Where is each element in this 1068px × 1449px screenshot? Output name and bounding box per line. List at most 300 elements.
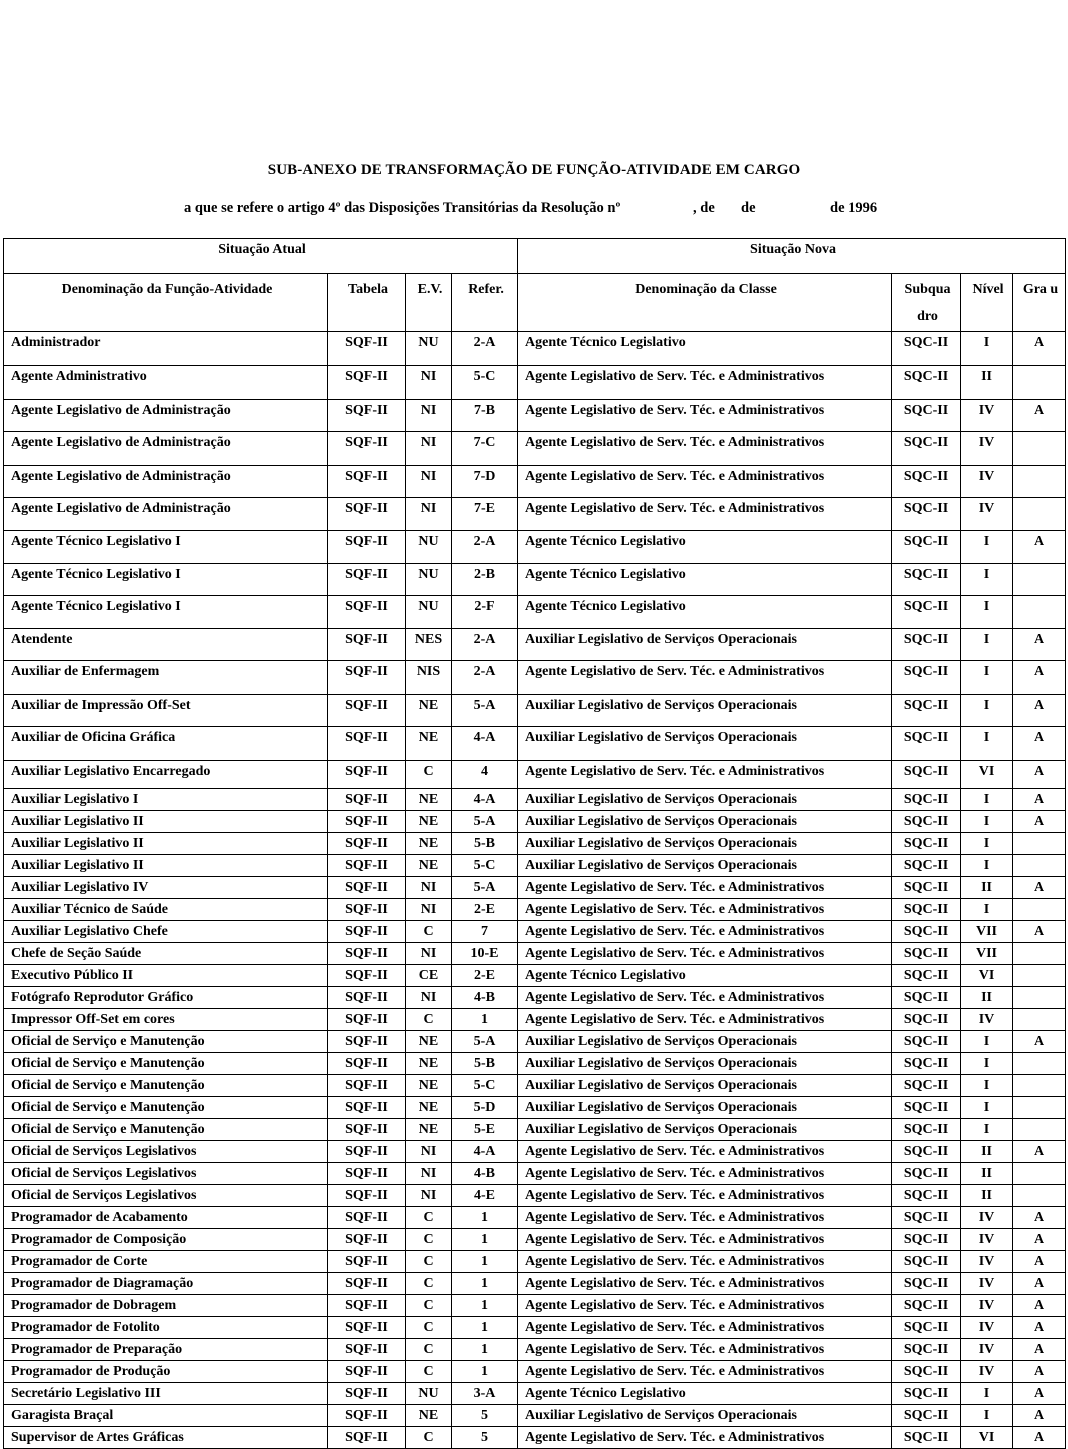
- table-row: [4, 661, 1066, 695]
- table-row: [4, 833, 1066, 855]
- classe-cell: Agente Legislativo de Serv. Téc. e Administrativos: [518, 761, 892, 789]
- table-row: [4, 1273, 1066, 1295]
- classe-cell: Agente Legislativo de Serv. Téc. e Administrativos: [518, 1361, 892, 1383]
- grau-cell: [1013, 564, 1066, 596]
- grau-cell: A: [1013, 695, 1066, 727]
- ev-cell: C: [406, 1295, 452, 1317]
- nivel-cell: VI: [961, 1427, 1013, 1449]
- subtitle-de-1: , de: [693, 200, 715, 216]
- nivel-cell: IV: [961, 1207, 1013, 1229]
- nivel-cell: I: [961, 855, 1013, 877]
- funcao-cell: Oficial de Serviço e Manutenção: [4, 1031, 328, 1053]
- table-row: [4, 1185, 1066, 1207]
- nivel-cell: IV: [961, 400, 1013, 432]
- table-row: [4, 1405, 1066, 1427]
- refer-cell: 1: [452, 1009, 518, 1031]
- nivel-cell: IV: [961, 1317, 1013, 1339]
- table-row: [4, 1163, 1066, 1185]
- subquadro-cell: SQC-II: [892, 899, 961, 921]
- grau-cell: [1013, 1075, 1066, 1097]
- ev-cell: NE: [406, 811, 452, 833]
- refer-cell: 7-E: [452, 498, 518, 531]
- header-refer: Refer.: [452, 274, 518, 332]
- tabela-cell: SQF-II: [328, 1053, 406, 1075]
- nivel-cell: IV: [961, 1229, 1013, 1251]
- subquadro-cell: SQC-II: [892, 1053, 961, 1075]
- subquadro-cell: SQC-II: [892, 1273, 961, 1295]
- classe-cell: Agente Técnico Legislativo: [518, 596, 892, 629]
- ev-cell: NI: [406, 987, 452, 1009]
- refer-cell: 5-A: [452, 1031, 518, 1053]
- classe-cell: Agente Legislativo de Serv. Téc. e Administrativos: [518, 921, 892, 943]
- classe-cell: Agente Legislativo de Serv. Téc. e Administrativos: [518, 877, 892, 899]
- nivel-cell: I: [961, 811, 1013, 833]
- subquadro-cell: SQC-II: [892, 432, 961, 466]
- funcao-cell: Programador de Fotolito: [4, 1317, 328, 1339]
- nivel-cell: I: [961, 1119, 1013, 1141]
- classe-cell: Agente Legislativo de Serv. Téc. e Administrativos: [518, 1339, 892, 1361]
- nivel-cell: I: [961, 1383, 1013, 1405]
- grau-cell: A: [1013, 332, 1066, 366]
- subquadro-cell: SQC-II: [892, 1405, 961, 1427]
- grau-cell: [1013, 466, 1066, 498]
- funcao-cell: Impressor Off-Set em cores: [4, 1009, 328, 1031]
- ev-cell: NU: [406, 332, 452, 366]
- table-row: [4, 1141, 1066, 1163]
- nivel-cell: I: [961, 789, 1013, 811]
- refer-cell: 4-A: [452, 727, 518, 761]
- subquadro-cell: SQC-II: [892, 1383, 961, 1405]
- ev-cell: NI: [406, 400, 452, 432]
- subtitle-text: a que se refere o artigo 4º das Disposições Transitórias da Resolução nº: [184, 200, 621, 216]
- table-row: [4, 1317, 1066, 1339]
- subquadro-cell: SQC-II: [892, 366, 961, 400]
- subquadro-cell: SQC-II: [892, 596, 961, 629]
- subquadro-cell: SQC-II: [892, 1163, 961, 1185]
- tabela-cell: SQF-II: [328, 1317, 406, 1339]
- classe-cell: Auxiliar Legislativo de Serviços Operacionais: [518, 1097, 892, 1119]
- classe-cell: Agente Legislativo de Serv. Téc. e Administrativos: [518, 1207, 892, 1229]
- table-row: [4, 1229, 1066, 1251]
- table-row: [4, 1207, 1066, 1229]
- tabela-cell: SQF-II: [328, 1339, 406, 1361]
- refer-cell: 2-F: [452, 596, 518, 629]
- refer-cell: 7-B: [452, 400, 518, 432]
- subquadro-cell: SQC-II: [892, 877, 961, 899]
- funcao-cell: Oficial de Serviços Legislativos: [4, 1163, 328, 1185]
- grau-cell: [1013, 366, 1066, 400]
- funcao-cell: Oficial de Serviços Legislativos: [4, 1185, 328, 1207]
- tabela-cell: SQF-II: [328, 987, 406, 1009]
- nivel-cell: I: [961, 531, 1013, 564]
- subquadro-cell: SQC-II: [892, 1251, 961, 1273]
- grau-cell: A: [1013, 1251, 1066, 1273]
- tabela-cell: SQF-II: [328, 332, 406, 366]
- funcao-cell: Auxiliar Legislativo II: [4, 855, 328, 877]
- refer-cell: 7: [452, 921, 518, 943]
- tabela-cell: SQF-II: [328, 695, 406, 727]
- tabela-cell: SQF-II: [328, 1361, 406, 1383]
- refer-cell: 4-B: [452, 1163, 518, 1185]
- refer-cell: 7-C: [452, 432, 518, 466]
- nivel-cell: II: [961, 1141, 1013, 1163]
- refer-cell: 1: [452, 1251, 518, 1273]
- table-row: [4, 1053, 1066, 1075]
- funcao-cell: Agente Técnico Legislativo I: [4, 596, 328, 629]
- funcao-cell: Auxiliar de Enfermagem: [4, 661, 328, 695]
- refer-cell: 2-A: [452, 661, 518, 695]
- grau-cell: A: [1013, 629, 1066, 661]
- table-row: [4, 1119, 1066, 1141]
- classe-cell: Agente Legislativo de Serv. Téc. e Administrativos: [518, 987, 892, 1009]
- funcao-cell: Auxiliar de Impressão Off-Set: [4, 695, 328, 727]
- subquadro-cell: SQC-II: [892, 921, 961, 943]
- ev-cell: NI: [406, 943, 452, 965]
- subquadro-cell: SQC-II: [892, 1317, 961, 1339]
- grau-cell: A: [1013, 1295, 1066, 1317]
- funcao-cell: Auxiliar de Oficina Gráfica: [4, 727, 328, 761]
- funcao-cell: Auxiliar Legislativo Chefe: [4, 921, 328, 943]
- grau-cell: [1013, 855, 1066, 877]
- nivel-cell: I: [961, 1075, 1013, 1097]
- table-row: [4, 629, 1066, 661]
- table-row: [4, 596, 1066, 629]
- funcao-cell: Agente Técnico Legislativo I: [4, 564, 328, 596]
- refer-cell: 5-B: [452, 833, 518, 855]
- grau-cell: A: [1013, 1273, 1066, 1295]
- nivel-cell: VI: [961, 761, 1013, 789]
- table-row: [4, 1075, 1066, 1097]
- subquadro-cell: SQC-II: [892, 1009, 961, 1031]
- subquadro-cell: SQC-II: [892, 661, 961, 695]
- table-row: [4, 811, 1066, 833]
- nivel-cell: IV: [961, 1273, 1013, 1295]
- classe-cell: Agente Legislativo de Serv. Téc. e Administrativos: [518, 1251, 892, 1273]
- ev-cell: NE: [406, 833, 452, 855]
- tabela-cell: SQF-II: [328, 899, 406, 921]
- ev-cell: NI: [406, 877, 452, 899]
- tabela-cell: SQF-II: [328, 531, 406, 564]
- refer-cell: 2-A: [452, 531, 518, 564]
- table-row: [4, 761, 1066, 789]
- refer-cell: 5: [452, 1405, 518, 1427]
- table-row: [4, 466, 1066, 498]
- table-row: [4, 987, 1066, 1009]
- subquadro-cell: SQC-II: [892, 1185, 961, 1207]
- classe-cell: Agente Legislativo de Serv. Téc. e Administrativos: [518, 943, 892, 965]
- nivel-cell: I: [961, 596, 1013, 629]
- nivel-cell: VII: [961, 943, 1013, 965]
- table-row: [4, 877, 1066, 899]
- table-row: [4, 400, 1066, 432]
- tabela-cell: SQF-II: [328, 811, 406, 833]
- tabela-cell: SQF-II: [328, 498, 406, 531]
- classe-cell: Auxiliar Legislativo de Serviços Operacionais: [518, 1031, 892, 1053]
- grau-cell: [1013, 498, 1066, 531]
- table-row: [4, 1295, 1066, 1317]
- classe-cell: Agente Técnico Legislativo: [518, 531, 892, 564]
- tabela-cell: SQF-II: [328, 400, 406, 432]
- ev-cell: C: [406, 1427, 452, 1449]
- subquadro-cell: SQC-II: [892, 761, 961, 789]
- subtitle-year: de 1996: [830, 200, 878, 216]
- subquadro-cell: SQC-II: [892, 466, 961, 498]
- table-row: [4, 695, 1066, 727]
- refer-cell: 5-A: [452, 877, 518, 899]
- refer-cell: 2-E: [452, 965, 518, 987]
- grau-cell: A: [1013, 1141, 1066, 1163]
- document-subtitle: [0, 200, 1068, 220]
- funcao-cell: Oficial de Serviço e Manutenção: [4, 1075, 328, 1097]
- ev-cell: C: [406, 1251, 452, 1273]
- nivel-cell: VII: [961, 921, 1013, 943]
- tabela-cell: SQF-II: [328, 789, 406, 811]
- refer-cell: 5-C: [452, 366, 518, 400]
- header-ev: E.V.: [406, 274, 452, 332]
- nivel-cell: I: [961, 564, 1013, 596]
- classe-cell: Agente Legislativo de Serv. Téc. e Administrativos: [518, 366, 892, 400]
- subquadro-cell: SQC-II: [892, 855, 961, 877]
- subquadro-cell: SQC-II: [892, 695, 961, 727]
- ev-cell: NI: [406, 432, 452, 466]
- grau-cell: A: [1013, 1229, 1066, 1251]
- classe-cell: Auxiliar Legislativo de Serviços Operacionais: [518, 1405, 892, 1427]
- grau-cell: [1013, 596, 1066, 629]
- tabela-cell: SQF-II: [328, 1295, 406, 1317]
- funcao-cell: Auxiliar Legislativo II: [4, 811, 328, 833]
- tabela-cell: SQF-II: [328, 761, 406, 789]
- funcao-cell: Auxiliar Legislativo I: [4, 789, 328, 811]
- tabela-cell: SQF-II: [328, 596, 406, 629]
- nivel-cell: IV: [961, 1009, 1013, 1031]
- nivel-cell: I: [961, 695, 1013, 727]
- funcao-cell: Auxiliar Legislativo Encarregado: [4, 761, 328, 789]
- funcao-cell: Programador de Preparação: [4, 1339, 328, 1361]
- subquadro-cell: SQC-II: [892, 1295, 961, 1317]
- nivel-cell: IV: [961, 1339, 1013, 1361]
- ev-cell: NE: [406, 855, 452, 877]
- table-row: [4, 1009, 1066, 1031]
- nivel-cell: II: [961, 366, 1013, 400]
- ev-cell: NU: [406, 564, 452, 596]
- classe-cell: Auxiliar Legislativo de Serviços Operacionais: [518, 833, 892, 855]
- ev-cell: NE: [406, 727, 452, 761]
- refer-cell: 1: [452, 1207, 518, 1229]
- tabela-cell: SQF-II: [328, 1207, 406, 1229]
- ev-cell: C: [406, 1229, 452, 1251]
- ev-cell: C: [406, 1009, 452, 1031]
- ev-cell: NI: [406, 1163, 452, 1185]
- table-row: [4, 531, 1066, 564]
- nivel-cell: I: [961, 1097, 1013, 1119]
- classe-cell: Auxiliar Legislativo de Serviços Operacionais: [518, 855, 892, 877]
- funcao-cell: Garagista Braçal: [4, 1405, 328, 1427]
- tabela-cell: SQF-II: [328, 943, 406, 965]
- table-row: [4, 366, 1066, 400]
- table-row: [4, 855, 1066, 877]
- grau-cell: [1013, 1185, 1066, 1207]
- ev-cell: NE: [406, 789, 452, 811]
- section-header-row: [4, 239, 1066, 274]
- classe-cell: Auxiliar Legislativo de Serviços Operacionais: [518, 629, 892, 661]
- ev-cell: NE: [406, 1119, 452, 1141]
- classe-cell: Agente Técnico Legislativo: [518, 1383, 892, 1405]
- ev-cell: NE: [406, 1097, 452, 1119]
- grau-cell: A: [1013, 761, 1066, 789]
- tabela-cell: SQF-II: [328, 965, 406, 987]
- tabela-cell: SQF-II: [328, 1229, 406, 1251]
- funcao-cell: Auxiliar Legislativo II: [4, 833, 328, 855]
- table-row: [4, 564, 1066, 596]
- funcao-cell: Agente Legislativo de Administração: [4, 432, 328, 466]
- nivel-cell: II: [961, 1163, 1013, 1185]
- nivel-cell: IV: [961, 1251, 1013, 1273]
- subquadro-cell: SQC-II: [892, 1141, 961, 1163]
- grau-cell: A: [1013, 1405, 1066, 1427]
- ev-cell: C: [406, 1273, 452, 1295]
- subquadro-cell: SQC-II: [892, 789, 961, 811]
- table-row: [4, 1031, 1066, 1053]
- refer-cell: 1: [452, 1317, 518, 1339]
- refer-cell: 5-A: [452, 695, 518, 727]
- funcao-cell: Programador de Diagramação: [4, 1273, 328, 1295]
- refer-cell: 5-B: [452, 1053, 518, 1075]
- ev-cell: NE: [406, 1053, 452, 1075]
- ev-cell: NI: [406, 1141, 452, 1163]
- classe-cell: Agente Legislativo de Serv. Téc. e Administrativos: [518, 1229, 892, 1251]
- table-row: [4, 1251, 1066, 1273]
- grau-cell: [1013, 833, 1066, 855]
- header-denominacao-classe: Denominação da Classe: [518, 274, 892, 332]
- header-tabela: Tabela: [328, 274, 406, 332]
- table-row: [4, 1427, 1066, 1449]
- classe-cell: Agente Legislativo de Serv. Téc. e Administrativos: [518, 1185, 892, 1207]
- funcao-cell: Executivo Público II: [4, 965, 328, 987]
- grau-cell: [1013, 965, 1066, 987]
- grau-cell: [1013, 1009, 1066, 1031]
- tabela-cell: SQF-II: [328, 1185, 406, 1207]
- ev-cell: NI: [406, 498, 452, 531]
- funcao-cell: Oficial de Serviços Legislativos: [4, 1141, 328, 1163]
- funcao-cell: Auxiliar Legislativo IV: [4, 877, 328, 899]
- funcao-cell: Atendente: [4, 629, 328, 661]
- ev-cell: NU: [406, 531, 452, 564]
- tabela-cell: SQF-II: [328, 1427, 406, 1449]
- funcao-cell: Supervisor de Artes Gráficas: [4, 1427, 328, 1449]
- funcao-cell: Programador de Corte: [4, 1251, 328, 1273]
- classe-cell: Agente Legislativo de Serv. Téc. e Administrativos: [518, 899, 892, 921]
- classe-cell: Auxiliar Legislativo de Serviços Operacionais: [518, 695, 892, 727]
- tabela-cell: SQF-II: [328, 855, 406, 877]
- subquadro-cell: SQC-II: [892, 531, 961, 564]
- grau-cell: [1013, 899, 1066, 921]
- subquadro-cell: SQC-II: [892, 1031, 961, 1053]
- table-row: [4, 899, 1066, 921]
- grau-cell: A: [1013, 811, 1066, 833]
- grau-cell: A: [1013, 1317, 1066, 1339]
- subquadro-cell: SQC-II: [892, 811, 961, 833]
- classe-cell: Agente Legislativo de Serv. Téc. e Administrativos: [518, 432, 892, 466]
- subquadro-cell: SQC-II: [892, 400, 961, 432]
- ev-cell: NE: [406, 695, 452, 727]
- subquadro-cell: SQC-II: [892, 987, 961, 1009]
- section-situacao-atual: Situação Atual: [4, 239, 518, 274]
- tabela-cell: SQF-II: [328, 727, 406, 761]
- subquadro-cell: SQC-II: [892, 965, 961, 987]
- subquadro-cell: SQC-II: [892, 1097, 961, 1119]
- funcao-cell: Agente Técnico Legislativo I: [4, 531, 328, 564]
- table-row: [4, 1383, 1066, 1405]
- subquadro-cell: SQC-II: [892, 1427, 961, 1449]
- refer-cell: 1: [452, 1295, 518, 1317]
- ev-cell: C: [406, 761, 452, 789]
- subquadro-cell: SQC-II: [892, 629, 961, 661]
- funcao-cell: Chefe de Seção Saúde: [4, 943, 328, 965]
- nivel-cell: I: [961, 1053, 1013, 1075]
- refer-cell: 2-E: [452, 899, 518, 921]
- refer-cell: 2-B: [452, 564, 518, 596]
- funcao-cell: Agente Administrativo: [4, 366, 328, 400]
- ev-cell: NU: [406, 596, 452, 629]
- subquadro-cell: SQC-II: [892, 833, 961, 855]
- tabela-cell: SQF-II: [328, 366, 406, 400]
- nivel-cell: VI: [961, 965, 1013, 987]
- refer-cell: 1: [452, 1339, 518, 1361]
- refer-cell: 1: [452, 1229, 518, 1251]
- ev-cell: C: [406, 1361, 452, 1383]
- grau-cell: A: [1013, 921, 1066, 943]
- funcao-cell: Oficial de Serviço e Manutenção: [4, 1053, 328, 1075]
- document-title: SUB-ANEXO DE TRANSFORMAÇÃO DE FUNÇÃO-ATIVIDADE EM CARGO: [267, 162, 801, 178]
- table-row: [4, 921, 1066, 943]
- classe-cell: Auxiliar Legislativo de Serviços Operacionais: [518, 811, 892, 833]
- ev-cell: NI: [406, 366, 452, 400]
- nivel-cell: IV: [961, 1295, 1013, 1317]
- table-row: [4, 965, 1066, 987]
- section-situacao-nova: Situação Nova: [518, 239, 1066, 274]
- refer-cell: 4: [452, 761, 518, 789]
- classe-cell: Auxiliar Legislativo de Serviços Operacionais: [518, 727, 892, 761]
- ev-cell: NE: [406, 1075, 452, 1097]
- subquadro-cell: SQC-II: [892, 564, 961, 596]
- subquadro-cell: SQC-II: [892, 332, 961, 366]
- funcao-cell: Agente Legislativo de Administração: [4, 466, 328, 498]
- grau-cell: [1013, 1097, 1066, 1119]
- classe-cell: Agente Legislativo de Serv. Téc. e Administrativos: [518, 661, 892, 695]
- classe-cell: Agente Legislativo de Serv. Téc. e Administrativos: [518, 1427, 892, 1449]
- refer-cell: 1: [452, 1273, 518, 1295]
- nivel-cell: I: [961, 661, 1013, 695]
- nivel-cell: IV: [961, 498, 1013, 531]
- subquadro-cell: SQC-II: [892, 1339, 961, 1361]
- funcao-cell: Administrador: [4, 332, 328, 366]
- tabela-cell: SQF-II: [328, 1141, 406, 1163]
- grau-cell: A: [1013, 1031, 1066, 1053]
- subtitle-de-2: de: [741, 200, 756, 216]
- tabela-cell: SQF-II: [328, 877, 406, 899]
- funcao-cell: Auxiliar Técnico de Saúde: [4, 899, 328, 921]
- classe-cell: Agente Técnico Legislativo: [518, 332, 892, 366]
- nivel-cell: II: [961, 987, 1013, 1009]
- ev-cell: NE: [406, 1031, 452, 1053]
- refer-cell: 2-A: [452, 332, 518, 366]
- refer-cell: 4-A: [452, 1141, 518, 1163]
- ev-cell: NIS: [406, 661, 452, 695]
- funcao-cell: Oficial de Serviço e Manutenção: [4, 1097, 328, 1119]
- ev-cell: C: [406, 921, 452, 943]
- table-row: [4, 1097, 1066, 1119]
- refer-cell: 2-A: [452, 629, 518, 661]
